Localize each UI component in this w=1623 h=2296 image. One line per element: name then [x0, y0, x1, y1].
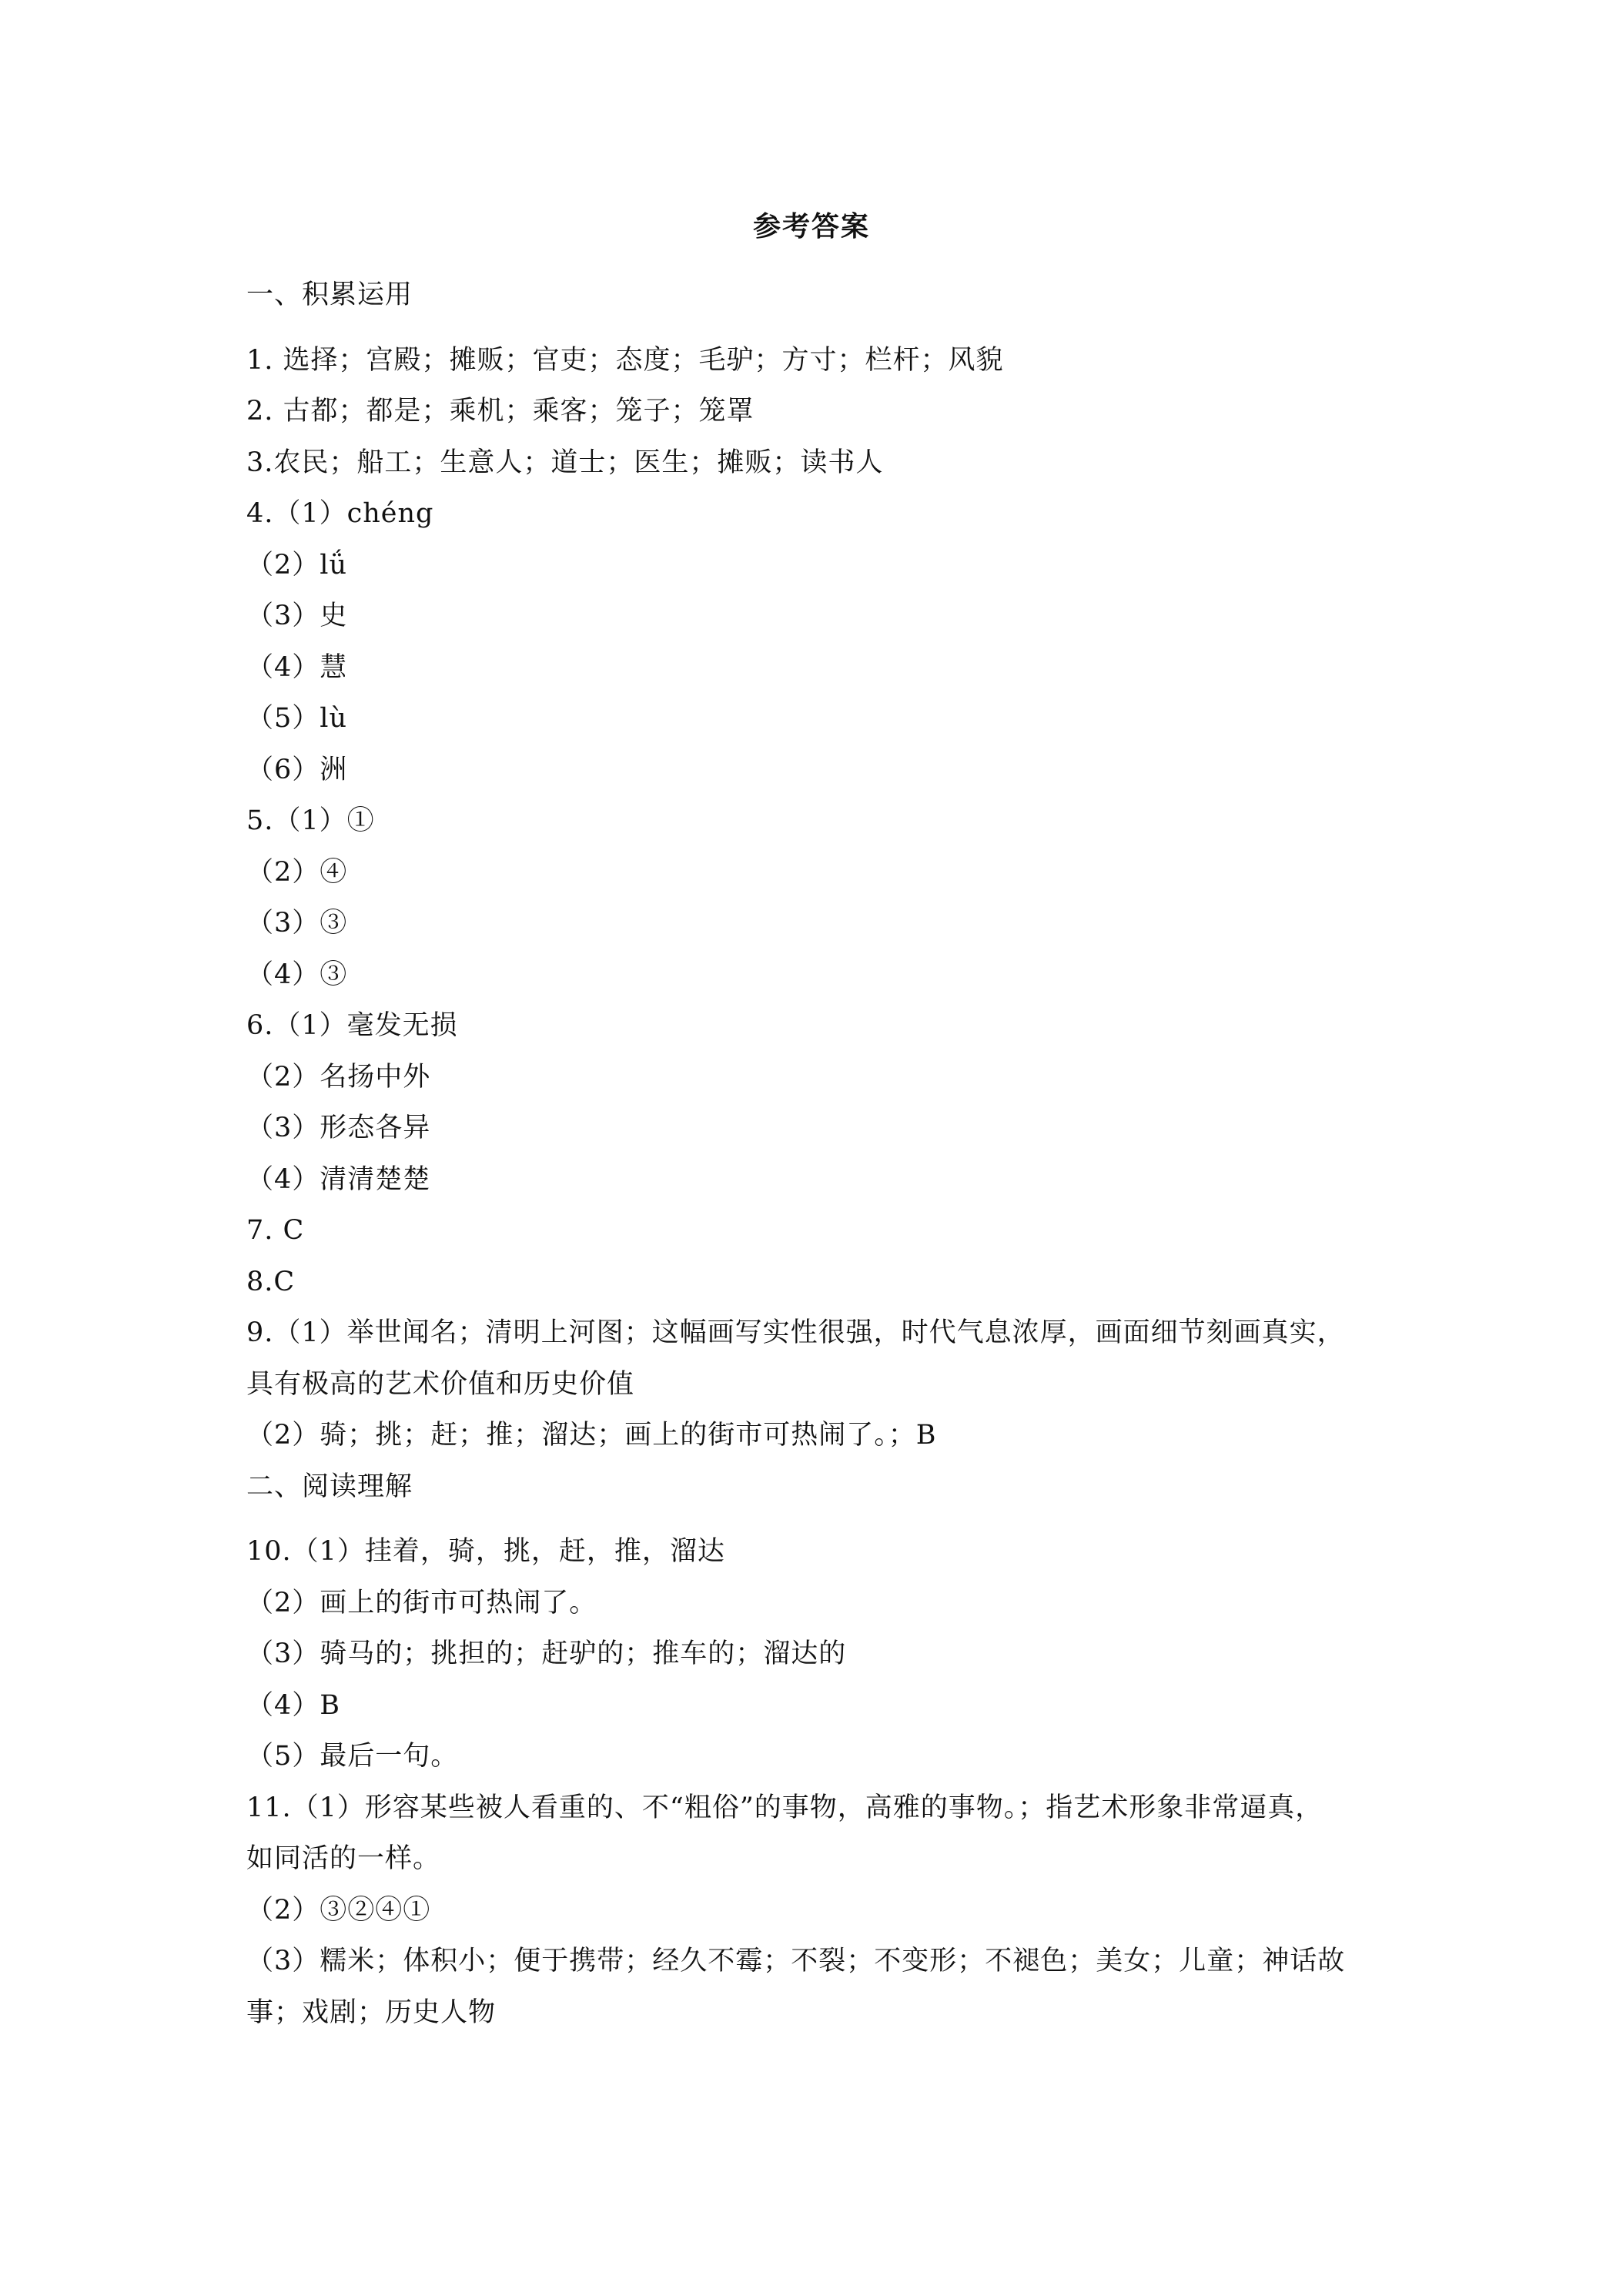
- answer-line: （3）糯米；体积小；便于携带；经久不霉；不裂；不变形；不褪色；美女；儿童；神话故: [246, 1946, 1346, 1976]
- answer-line: （4）B: [246, 1689, 340, 1721]
- page-title: 参考答案: [752, 210, 870, 243]
- answer-line: （4）清清楚楚: [246, 1163, 431, 1195]
- answer-line: （2）名扬中外: [246, 1061, 431, 1093]
- answer-line: （3）史: [246, 601, 348, 631]
- answer-line: （3）骑马的；挑担的；赶驴的；推车的；溜达的: [246, 1638, 847, 1669]
- answer-line: （3）形态各异: [246, 1113, 431, 1143]
- answer-line: 11.（1）形容某些被人看重的、不“粗俗”的事物，高雅的事物。；指艺术形象非常逼真，: [246, 1792, 1323, 1823]
- answer-line: 1. 选择；宫殿；摊贩；官吏；态度；毛驴；方寸；栏杆；风貌: [246, 344, 1004, 376]
- answer-line: （6）洲: [246, 754, 348, 785]
- answer-line: （4）③: [246, 959, 348, 990]
- answer-line: （2）④: [246, 856, 348, 888]
- answer-line: 如同活的一样。: [246, 1843, 441, 1874]
- section-heading: 一、积累运用: [246, 279, 413, 310]
- answer-line: （5）lù: [246, 703, 348, 734]
- answer-line: 3.农民；船工；生意人；道士；医生；摊贩；读书人: [246, 447, 884, 478]
- answer-line: （5）最后一句。: [246, 1741, 459, 1772]
- answer-line: 6.（1）毫发无损: [246, 1010, 458, 1041]
- answer-content: [246, 269, 1401, 2038]
- answer-line: （3）③: [246, 908, 348, 939]
- answer-line: 事；戏剧；历史人物: [246, 1996, 497, 2028]
- section-heading: 二、阅读理解: [246, 1471, 413, 1502]
- answer-line: 7. C: [246, 1215, 305, 1246]
- answer-line: （4）慧: [246, 651, 348, 683]
- answer-line: 4.（1）chéng: [246, 498, 434, 529]
- answer-line: 5.（1）①: [246, 805, 375, 836]
- answer-line: 10.（1）挂着，骑，挑，赶，推，溜达: [246, 1536, 725, 1567]
- answer-line: （2）③②④①: [246, 1894, 431, 1926]
- answer-line: 9.（1）举世闻名；清明上河图；这幅画写实性很强，时代气息浓厚，画面细节刻画真实，: [246, 1317, 1345, 1348]
- answer-line: （2）画上的街市可热闹了。: [246, 1587, 597, 1618]
- answer-line: 8.C: [246, 1266, 296, 1297]
- answer-line: （2）lǘ: [246, 549, 348, 581]
- answer-line: 2. 古都；都是；乘机；乘客；笼子；笼罩: [246, 396, 755, 427]
- answer-line: （2）骑；挑；赶；推；溜达；画上的街市可热闹了。；B: [246, 1420, 937, 1451]
- answer-line: 具有极高的艺术价值和历史价值: [246, 1368, 635, 1400]
